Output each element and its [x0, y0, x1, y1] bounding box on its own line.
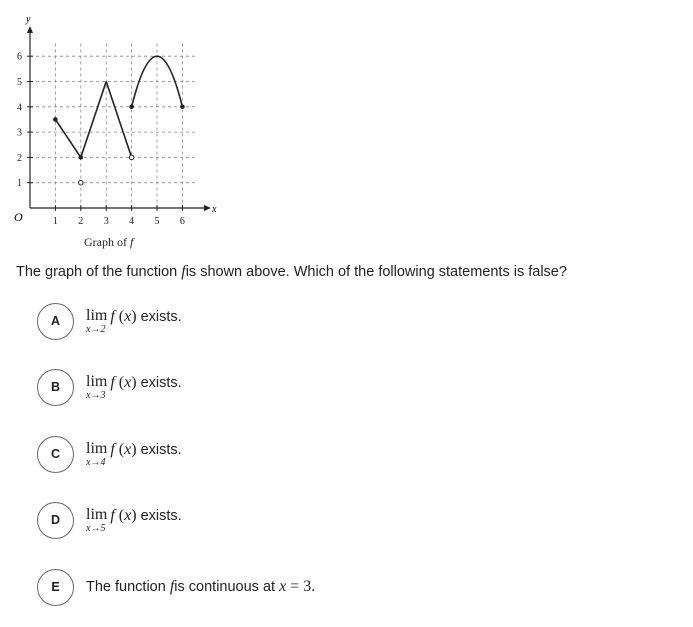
x-tick-label: 6	[179, 216, 185, 227]
choice-e[interactable]	[37, 567, 315, 607]
y-tick-label: 3	[17, 127, 22, 139]
choice-b[interactable]	[37, 367, 182, 407]
filled-point	[53, 117, 58, 122]
x-tick-label: 5	[154, 216, 160, 227]
lim-subscript: x→2	[86, 323, 106, 335]
x-axis-arrow	[204, 205, 211, 211]
tick-labels	[17, 52, 185, 227]
stmt-after: is continuous at	[174, 579, 280, 595]
question-fn: f	[181, 263, 186, 280]
choice-c[interactable]	[37, 434, 182, 474]
filled-point	[129, 105, 134, 110]
eq-rest: = 3.	[286, 578, 316, 595]
fn-var: x	[124, 506, 132, 524]
choice-letter-d[interactable]: D	[37, 502, 74, 539]
choice-letter-e[interactable]: E	[37, 569, 74, 606]
choice-d[interactable]	[37, 500, 182, 540]
stmt-equation	[279, 578, 315, 595]
choice-c-statement	[86, 441, 182, 468]
fn-name: f	[110, 307, 115, 325]
limit-expression	[86, 441, 107, 468]
eq-var: x	[279, 578, 287, 595]
statement-tail: exists.	[140, 507, 182, 524]
limit-expression	[86, 374, 107, 401]
lim-subscript: x→4	[86, 456, 106, 468]
lim-word: lim	[86, 505, 108, 523]
choice-b-statement	[86, 374, 182, 401]
statement-tail: exists.	[140, 308, 182, 325]
curve-segment	[55, 119, 80, 157]
filled-point	[180, 105, 185, 110]
open-point	[79, 180, 84, 185]
lim-subscript: x→3	[86, 389, 106, 401]
curve-segment	[106, 82, 131, 158]
graph-of-f	[0, 0, 230, 252]
lim-word: lim	[86, 306, 108, 324]
axes	[14, 14, 217, 224]
grid-lines	[30, 44, 198, 208]
y-axis-label: y	[26, 14, 31, 25]
statement-tail: exists.	[140, 441, 182, 458]
y-tick-label: 4	[17, 102, 22, 114]
graph-caption	[84, 235, 135, 249]
lim-word: lim	[86, 372, 108, 390]
y-tick-label: 5	[17, 77, 22, 88]
graph-caption-fn: f	[129, 235, 134, 249]
question-before: The graph of the function	[16, 264, 182, 280]
choice-letter-b[interactable]: B	[37, 369, 74, 406]
x-axis-label: x	[212, 204, 217, 215]
stmt-before: The function	[86, 579, 170, 595]
choice-a-statement	[86, 308, 182, 335]
y-tick-label: 2	[17, 152, 22, 164]
x-tick-label: 3	[103, 216, 109, 227]
limit-expression	[86, 308, 107, 335]
y-tick-label: 1	[17, 178, 22, 190]
y-tick-label: 6	[17, 51, 22, 63]
fn-var: x	[124, 373, 132, 391]
question-text	[16, 263, 567, 281]
limit-expression	[86, 507, 107, 534]
fn-name: f	[110, 440, 115, 458]
fn-var: x	[124, 307, 132, 325]
open-point	[129, 155, 134, 160]
choice-d-statement	[86, 507, 182, 534]
curve-segment	[81, 82, 106, 158]
stmt-fn: f	[169, 578, 175, 595]
lim-subscript: x→5	[86, 522, 106, 534]
x-tick-label: 4	[129, 216, 135, 227]
fn-name: f	[110, 373, 115, 391]
function-of-x: f (x)	[110, 440, 137, 458]
statement-tail: exists.	[140, 374, 182, 391]
fn-name: f	[110, 506, 115, 524]
choice-e-statement	[86, 578, 315, 596]
origin-label: O	[14, 210, 23, 224]
function-of-x: f (x)	[110, 506, 137, 524]
function-of-x: f (x)	[110, 307, 137, 325]
fn-var: x	[124, 440, 132, 458]
graph-caption-prefix: Graph of	[84, 235, 130, 249]
function-of-x: f (x)	[110, 373, 137, 391]
x-tick-label: 1	[52, 216, 58, 227]
choice-letter-a[interactable]: A	[37, 303, 74, 340]
choice-letter-c[interactable]: C	[37, 436, 74, 473]
lim-word: lim	[86, 439, 108, 457]
filled-point	[79, 155, 84, 160]
choice-a[interactable]	[37, 301, 182, 341]
y-axis-arrow	[27, 26, 33, 33]
question-after: is shown above. Which of the following statements is false?	[185, 264, 567, 280]
x-tick-label: 2	[78, 216, 84, 227]
